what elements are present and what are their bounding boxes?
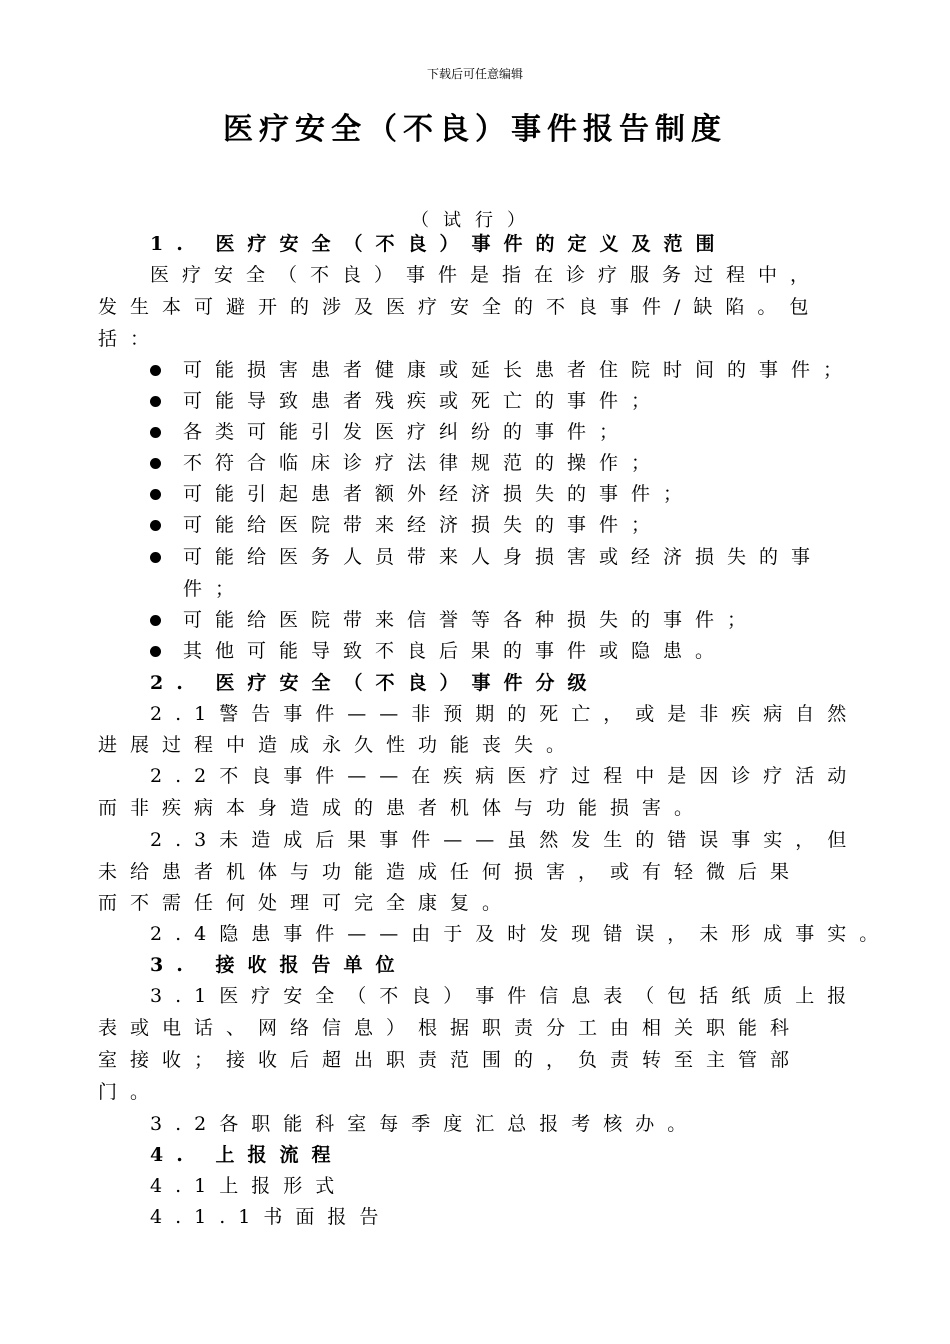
bullet-dot-icon: [150, 489, 161, 500]
section2-heading: 2. 医疗安全（不良）事件分级: [150, 672, 600, 694]
section3-item-line: 表或电话、网络信息）根据职责分工由相关职能科: [98, 1017, 803, 1039]
section2-item-line: 2.4隐患事件——由于及时发现错误，未形成事实。: [150, 923, 892, 945]
bullet-dot-icon: [150, 615, 161, 626]
bullet-text: 可能给医务人员带来人身损害或经济损失的事: [183, 546, 824, 568]
bullet-text: 不符合临床诊疗法律规范的操作；: [183, 452, 664, 474]
bullet-dot-icon: [150, 520, 161, 531]
bullet-dot-icon: [150, 552, 161, 563]
section2-item-line: 进展过程中造成永久性功能丧失。: [98, 734, 579, 756]
bullet-text: 其他可能导致不良后果的事件或隐患。: [183, 640, 728, 662]
bullet-text-continuation: 件；: [183, 578, 248, 600]
section4-item-line: 4.1.1书面报告: [150, 1206, 392, 1228]
bullet-dot-icon: [150, 458, 161, 469]
section3-heading: 3. 接收报告单位: [150, 954, 408, 976]
section2-item-line: 2.3未造成后果事件——虽然发生的错误事实，但: [150, 829, 860, 851]
document-subtitle: （试行）: [411, 210, 539, 231]
section3-item-line: 门。: [98, 1081, 163, 1103]
section1-paragraph-line: 医疗安全（不良）事件是指在诊疗服务过程中，: [150, 264, 823, 286]
section2-item-line: 未给患者机体与功能造成任何损害，或有轻微后果: [98, 861, 803, 883]
section2-item-line: 而非疾病本身造成的患者机体与功能损害。: [98, 797, 707, 819]
section2-item-line: 2.2不良事件——在疾病医疗过程中是因诊疗活动: [150, 765, 860, 787]
section1-heading: 1. 医疗安全（不良）事件的定义及范围: [150, 233, 728, 255]
bullet-text: 可能引起患者额外经济损失的事件；: [183, 483, 696, 505]
section3-item-line: 3.2各职能科室每季度汇总报考核办。: [150, 1113, 700, 1135]
section2-item-line: 2.1警告事件——非预期的死亡，或是非疾病自然: [150, 703, 860, 725]
bullet-text: 可能损害患者健康或延长患者住院时间的事件；: [183, 359, 856, 381]
section4-heading: 4. 上报流程: [150, 1144, 344, 1166]
bullet-text: 可能导致患者残疾或死亡的事件；: [183, 390, 664, 412]
bullet-dot-icon: [150, 396, 161, 407]
bullet-dot-icon: [150, 646, 161, 657]
bullet-dot-icon: [150, 427, 161, 438]
section4-item-line: 4.1上报形式: [150, 1175, 348, 1197]
bullet-text: 各类可能引发医疗纠纷的事件；: [183, 421, 632, 443]
bullet-dot-icon: [150, 365, 161, 376]
bullet-text: 可能给医院带来经济损失的事件；: [183, 514, 664, 536]
section1-paragraph-line: 发生本可避开的涉及医疗安全的不良事件/缺陷。包: [98, 296, 822, 318]
section3-item-line: 3.1医疗安全（不良）事件信息表（包括纸质上报: [150, 985, 860, 1007]
header-note: 下载后可任意编辑: [426, 67, 523, 81]
section2-item-line: 而不需任何处理可完全康复。: [98, 892, 515, 914]
section1-paragraph-line: 括：: [98, 328, 163, 350]
section3-item-line: 室接收；接收后超出职责范围的，负责转至主管部: [98, 1049, 803, 1071]
bullet-text: 可能给医院带来信誉等各种损失的事件；: [183, 609, 760, 631]
document-title: 医疗安全（不良）事件报告制度: [223, 112, 727, 147]
